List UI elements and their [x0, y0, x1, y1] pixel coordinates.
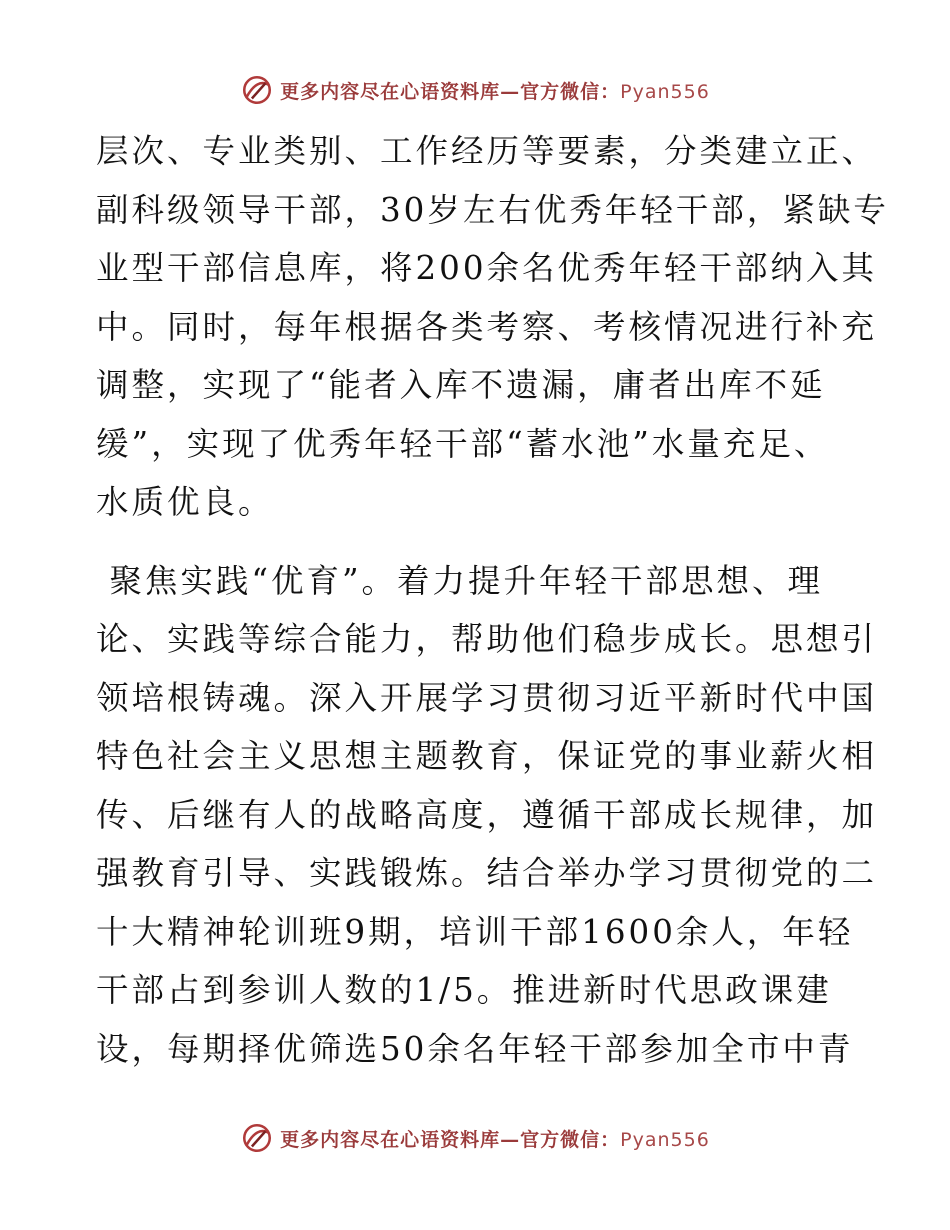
text-line: 设，每期择优筛选50余名年轻干部参加全市中青 — [96, 1029, 854, 1068]
brand-logo-icon — [240, 1121, 274, 1155]
document-body — [96, 122, 889, 1078]
text-line: 领培根铸魂。深入开展学习贯彻习近平新时代中国 — [96, 678, 878, 717]
text-line: 传、后继有人的战略高度，遵循干部成长规律，加 — [96, 795, 878, 834]
header-banner — [0, 70, 950, 110]
header-banner-cn: 更多内容尽在心语资料库—官方微信： — [280, 80, 621, 103]
paragraph-spacer — [96, 532, 866, 552]
footer-banner-wechat-id: Pyan556 — [620, 1128, 710, 1151]
paragraph-2 — [96, 552, 878, 1079]
brand-logo-icon — [240, 73, 274, 107]
footer-banner-text — [280, 1125, 710, 1152]
text-line: 水质优良。 — [96, 483, 274, 521]
text-line: 特色社会主义思想主题教育，保证党的事业薪火相 — [96, 737, 878, 775]
text-line: 缓”，实现了优秀年轻干部“蓄水池”水量充足、 — [96, 424, 830, 463]
text-line: 副科级领导干部，30岁左右优秀年轻干部，紧缺专 — [96, 190, 889, 229]
text-line: 干部占到参训人数的1/5。推进新时代思政课建 — [96, 971, 832, 1009]
header-banner-text — [280, 77, 710, 104]
text-line: 层次、专业类别、工作经历等要素，分类建立正、 — [96, 132, 878, 170]
paragraph-1 — [96, 122, 889, 532]
text-line: 业型干部信息库，将200余名优秀年轻干部纳入其 — [96, 249, 878, 287]
header-banner-wechat-id: Pyan556 — [620, 80, 710, 103]
footer-banner — [0, 1118, 950, 1158]
footer-banner-cn: 更多内容尽在心语资料库—官方微信： — [280, 1128, 621, 1151]
text-line: 强教育引导、实践锻炼。结合举办学习贯彻党的二 — [96, 854, 878, 892]
text-line: 十大精神轮训班9期，培训干部1600余人，年轻 — [96, 912, 854, 951]
text-line: 调整，实现了“能者入库不遗漏，庸者出库不延 — [96, 366, 826, 404]
text-line: 中。同时，每年根据各类考察、考核情况进行补充 — [96, 307, 878, 346]
text-line: 论、实践等综合能力，帮助他们稳步成长。思想引 — [96, 620, 878, 658]
text-line: 聚焦实践“优育”。着力提升年轻干部思想、理 — [96, 561, 824, 600]
